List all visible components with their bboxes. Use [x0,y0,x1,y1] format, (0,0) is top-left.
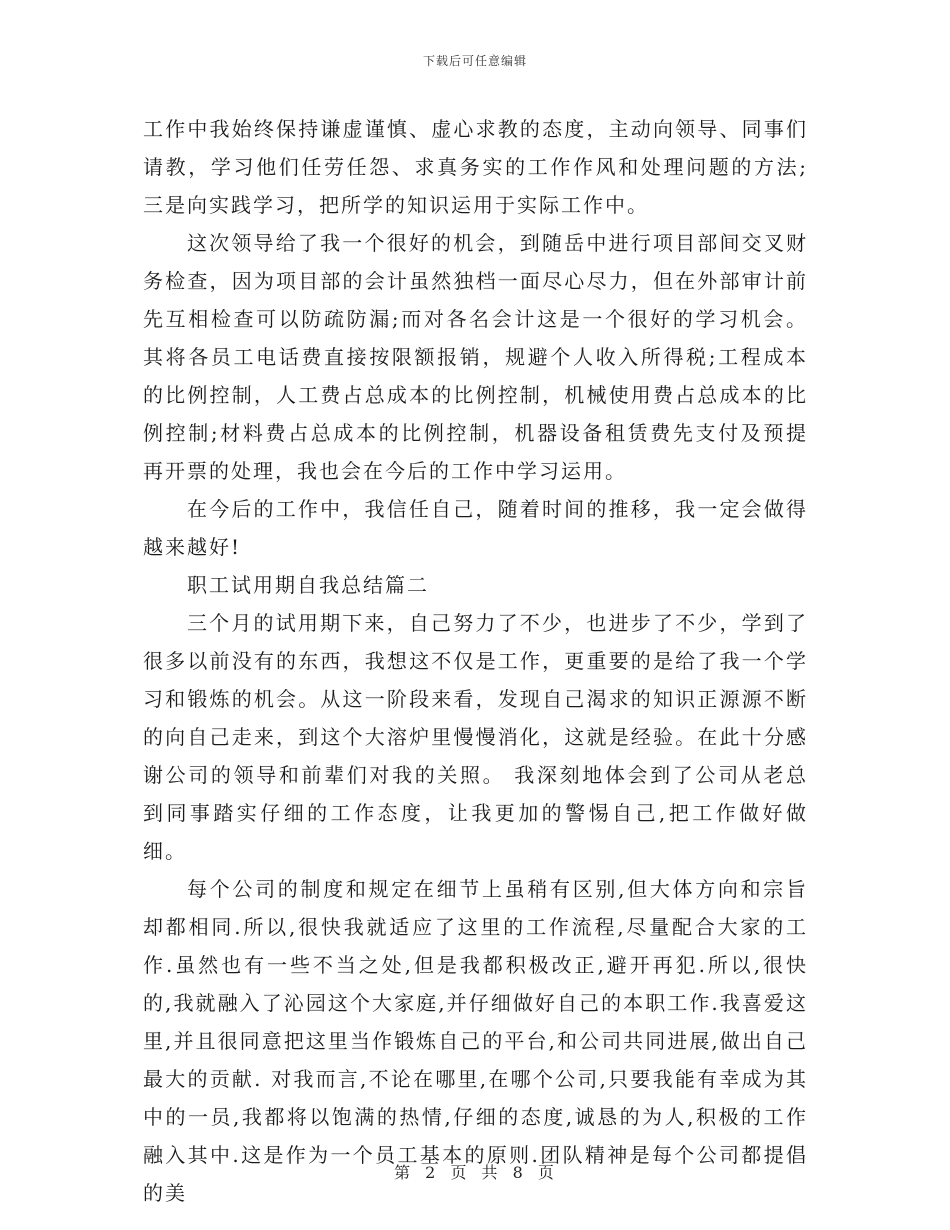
paragraph-2: 这次领导给了我一个很好的机会，到随岳中进行项目部间交叉财务检查，因为项目部的会计虽然独档一面尽心尽力，但在外部审计前先互相检查可以防疏防漏;而对各名会计这是一个很好的学习机会。其将各员工电话费直接按限额报销，规避个人收入所得税;工程成本的比例控制，人工费占总成本的比例控制，机械使用费占总成本的比例控制;材料费占总成本的比例控制，机器设备租赁费先支付及预提再开票的处理，我也会在今后的工作中学习运用。 [143,231,808,483]
section-heading: 职工试用期自我总结篇二 [187,573,429,597]
page-header: 下载后可任意编辑 [422,54,527,68]
document-body [143,110,808,1212]
paragraph-5: 三个月的试用期下来，自己努力了不少，也进步了不少，学到了很多以前没有的东西，我想这不仅是工作，更重要的是给了我一个学习和锻炼的机会。从这一阶段来看，发现自己渴求的知识正源源不断的向自己走来，到这个大溶炉里慢慢消化，这就是经验。在此十分感谢公司的领导和前辈们对我的关照。 我深刻地体会到了公司从老总到同事踏实仔细的工作态度，让我更加的警惕自己,把工作做好做细。 [143,611,808,863]
paragraph-1: 工作中我始终保持谦虚谨慎、虚心求教的态度，主动向领导、同事们请教，学习他们任劳任怨、求真务实的工作作风和处理问题的方法;三是向实践学习，把所学的知识运用于实际工作中。 [143,117,808,217]
paragraph-6: 每个公司的制度和规定在细节上虽稍有区别,但大体方向和宗旨却都相同.所以,很快我就适应了这里的工作流程,尽量配合大家的工作.虽然也有一些不当之处,但是我都积极改正,避开再犯.所以,很快的,我就融入了沁园这个大家庭,并仔细做好自己的本职工作.我喜爱这里,并且很同意把这里当作锻炼自己的平台,和公司共同进展,做出自己最大的贡献. 对我而言,不论在哪里,在哪个公司,只要我能有幸成为其中的一员,我都将以饱满的热情,仔细的态度,诚恳的为人,积极的工作融入其中.这是作为一个员工基本的原则.团队精神是每个公司都提倡的美 [143,877,808,1205]
paragraph-3: 在今后的工作中，我信任自己，随着时间的推移，我一定会做得越来越好! [143,497,808,559]
page-number: 第 2 页 共 8 页 [394,1163,556,1182]
